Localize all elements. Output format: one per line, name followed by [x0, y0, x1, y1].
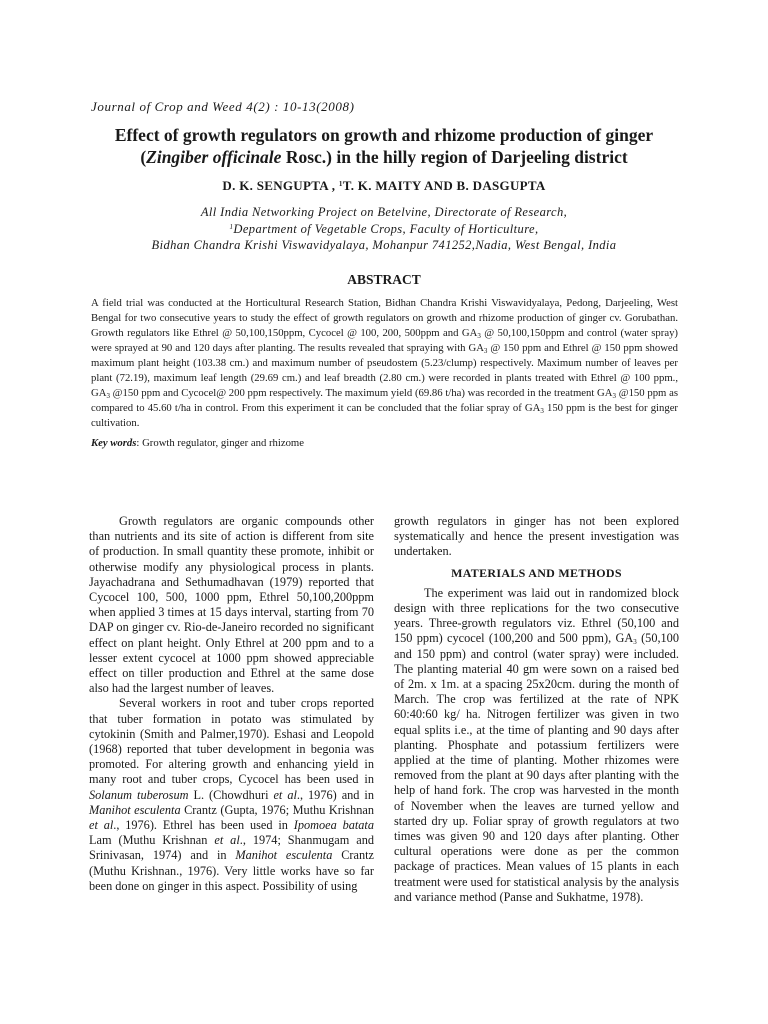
- species-manihot-1: Manihot esculenta: [89, 802, 181, 817]
- author-superscript: 1: [338, 180, 343, 188]
- abstract-text: [91, 296, 678, 431]
- abstract-heading: ABSTRACT: [347, 272, 421, 287]
- keywords-text: Growth regulator, ginger and rhizome: [142, 437, 304, 449]
- abstract-sub-3: 3: [106, 392, 110, 400]
- keywords-label: Key words: [91, 437, 137, 449]
- intro-p2-part-f: Lam (Muthu Krishnan: [89, 833, 215, 848]
- abstract-sub-4: 3: [612, 392, 616, 400]
- abstract-part-2: @ 50,100,150ppm and control (water spray) were sprayed at 90 and 120 days after planting. The results revealed that spraying with GA: [91, 327, 678, 354]
- abstract-sub-5: 3: [540, 407, 544, 415]
- species-solanum: Solanum tuberosum: [89, 787, 189, 802]
- methods-part-a: The experiment was laid out in randomized block design with three replications for the two consecutive years. Three-growth regulators viz. Ethrel (50,100 and 150 ppm) cycocel (100,200 and 500 ppm), GA: [394, 585, 679, 646]
- affiliation-line-1: All India Networking Project on Betelvine, Directorate of Research,: [200, 205, 568, 219]
- affiliation-line-3: Bidhan Chandra Krishi Viswavidyalaya, Mohanpur 741252,Nadia, West Bengal, India: [151, 238, 617, 252]
- title-paren: (: [140, 147, 147, 167]
- title-line-1: Effect of growth regulators on growth and rhizome production of ginger: [114, 125, 654, 145]
- affiliations: [60, 204, 708, 254]
- title-line-2: Rosc.) in the hilly region of Darjeeling district: [281, 147, 628, 167]
- methods-part-b: (50,100 and 150 ppm) and control (water spray) were included. The planting material 40 gm were sown on a raised bed of 2m. x 1m. at a spacing 25x20cm. during the month of March. The crop was fertilized at the rate of NPK 60:40:60 kg/ ha. Nitrogen fertilizer was given in two equal splits i.e., at the time of planting and 90 days after planting. Phosphate and potassium fertilizers were applied at the time of planting. Mother rhizomes were removed from the plant at 90 days after planting with the help of hand fork. The crop was harvested in the month of November when the leaves are turned yellow and started dry up. Foliar spray of growth regulators at two times was given 90 and 120 days after planting. Other cultural operations were done as per the common package of practices. Mean values of 15 plants in each treatment were used for statistical analysis by the analysis and variance method (Panse and Sukhatme, 1978).: [394, 631, 679, 904]
- et-al-1: et al: [273, 787, 297, 802]
- left-column: [89, 514, 374, 894]
- intro-paragraph-1: Growth regulators are organic compounds other than nutrients and its site of action is different from site of production. In small quantity these promote, inhibit or otherwise modify any physiological process in plants. Jayachadrana and Sethumadhavan (1979) reported that Cycocel 100, 500, 1000 ppm, Ethrel 50,100,200ppm when applied 3 times at 15 days interval, starting from 70 DAP on ginger cv. Rio-de-Janeiro recorded no significant effect on plant height. Only Ethrel at 200 ppm and to a lesser extent cycocel at 1000 ppm showed appreciable effect on tiller production and Ethrel at the same dose also had the largest number of leaves.: [89, 514, 374, 696]
- affiliation-superscript: 1: [229, 222, 234, 231]
- abstract-part-1: A field trial was conducted at the Horticultural Research Station, Bidhan Chandra Krishi Viswavidyalaya, Pedong, Darjeeling, West Bengal for two consecutive years to study the effect of growth regulators on growth and rhizome production of ginger cv. Gorubathan. Growth regulators like Ethrel @ 50,100,150ppm, Cycocel @ 100, 200, 500ppm and GA: [91, 297, 678, 339]
- author-list: [60, 178, 708, 194]
- abstract-part-6: 150 ppm is the best for ginger cultivation.: [91, 402, 678, 429]
- author-2: T. K. MAITY AND B. DASGUPTA: [342, 178, 546, 193]
- intro-p2-part-a: Several workers in root and tuber crops reported that tuber formation in potato was stimulated by cytokinin (Smith and Palmer,1970). Eshasi and Leopold (1968) reported that tuber development in begonia was promoted. For altering growth and enhancing yield in many root and tuber crops, Cycocel has been used in: [89, 696, 374, 787]
- abstract-sub-1: 3: [477, 332, 481, 340]
- abstract-part-4: @150 ppm and Cycocel@ 200 ppm respectively. The maximum yield (69.86 t/ha) was recorded in the treatment GA: [109, 387, 613, 399]
- et-al-2: et al: [89, 818, 114, 833]
- abstract-part-5: @150 ppm as compared to 45.60 t/ha in control. From this experiment it can be concluded that the foliar spray of GA: [91, 387, 678, 414]
- et-al-3: et al: [214, 833, 240, 848]
- journal-citation: Journal of Crop and Weed 4(2) : 10-13(2008): [91, 99, 355, 114]
- abstract-sub-2: 3: [483, 347, 488, 355]
- intro-paragraph-2: [89, 696, 374, 894]
- species-manihot-2: Manihot esculenta: [235, 848, 333, 863]
- author-1: D. K. SENGUPTA ,: [222, 178, 336, 193]
- intro-p2-part-c: ., 1976) and in: [296, 787, 374, 802]
- affiliation-line-2: Department of Vegetable Crops, Faculty of Horticulture,: [233, 221, 539, 236]
- intro-p2-part-g: ., 1974; Shanmugam and Srinivasan, 1974) and in: [89, 833, 374, 863]
- methods-paragraph: [394, 586, 679, 905]
- species-ipomoea: Ipomoea batata: [293, 818, 374, 833]
- right-column: [394, 514, 679, 905]
- intro-p2-part-b: L. (Chowdhuri: [188, 787, 274, 802]
- intro-continuation: growth regulators in ginger has not been explored systematically and hence the present investigation was undertaken.: [394, 514, 679, 559]
- abstract-part-3: @ 150 ppm and Ethrel @ 150 ppm showed maximum plant height (103.38 cm.) and maximum number of pseudostem (5.23/clump) respectively. Maximum number of leaves per plant (72.19), maximum leaf length (29.69 cm.) and leaf breadth (2.80 cm.) were recorded in plants treated with Ethrel @ 100 ppm., GA: [91, 342, 679, 399]
- keywords: [91, 437, 304, 449]
- keywords-colon: :: [136, 437, 143, 449]
- methods-sub: 3: [633, 638, 637, 647]
- title-species: Zingiber officinale: [146, 147, 282, 167]
- intro-p2-part-d: Crantz (Gupta, 1976; Muthu Krishnan: [180, 802, 374, 817]
- intro-p2-part-e: ., 1976). Ethrel has been used in: [113, 818, 294, 833]
- paper-title: [60, 124, 708, 168]
- intro-p2-part-h: Crantz (Muthu Krishnan., 1976). Very little works have so far been done on ginger in this aspect. Possibility of using: [89, 848, 375, 893]
- section-heading-materials: MATERIALS AND METHODS: [451, 565, 622, 580]
